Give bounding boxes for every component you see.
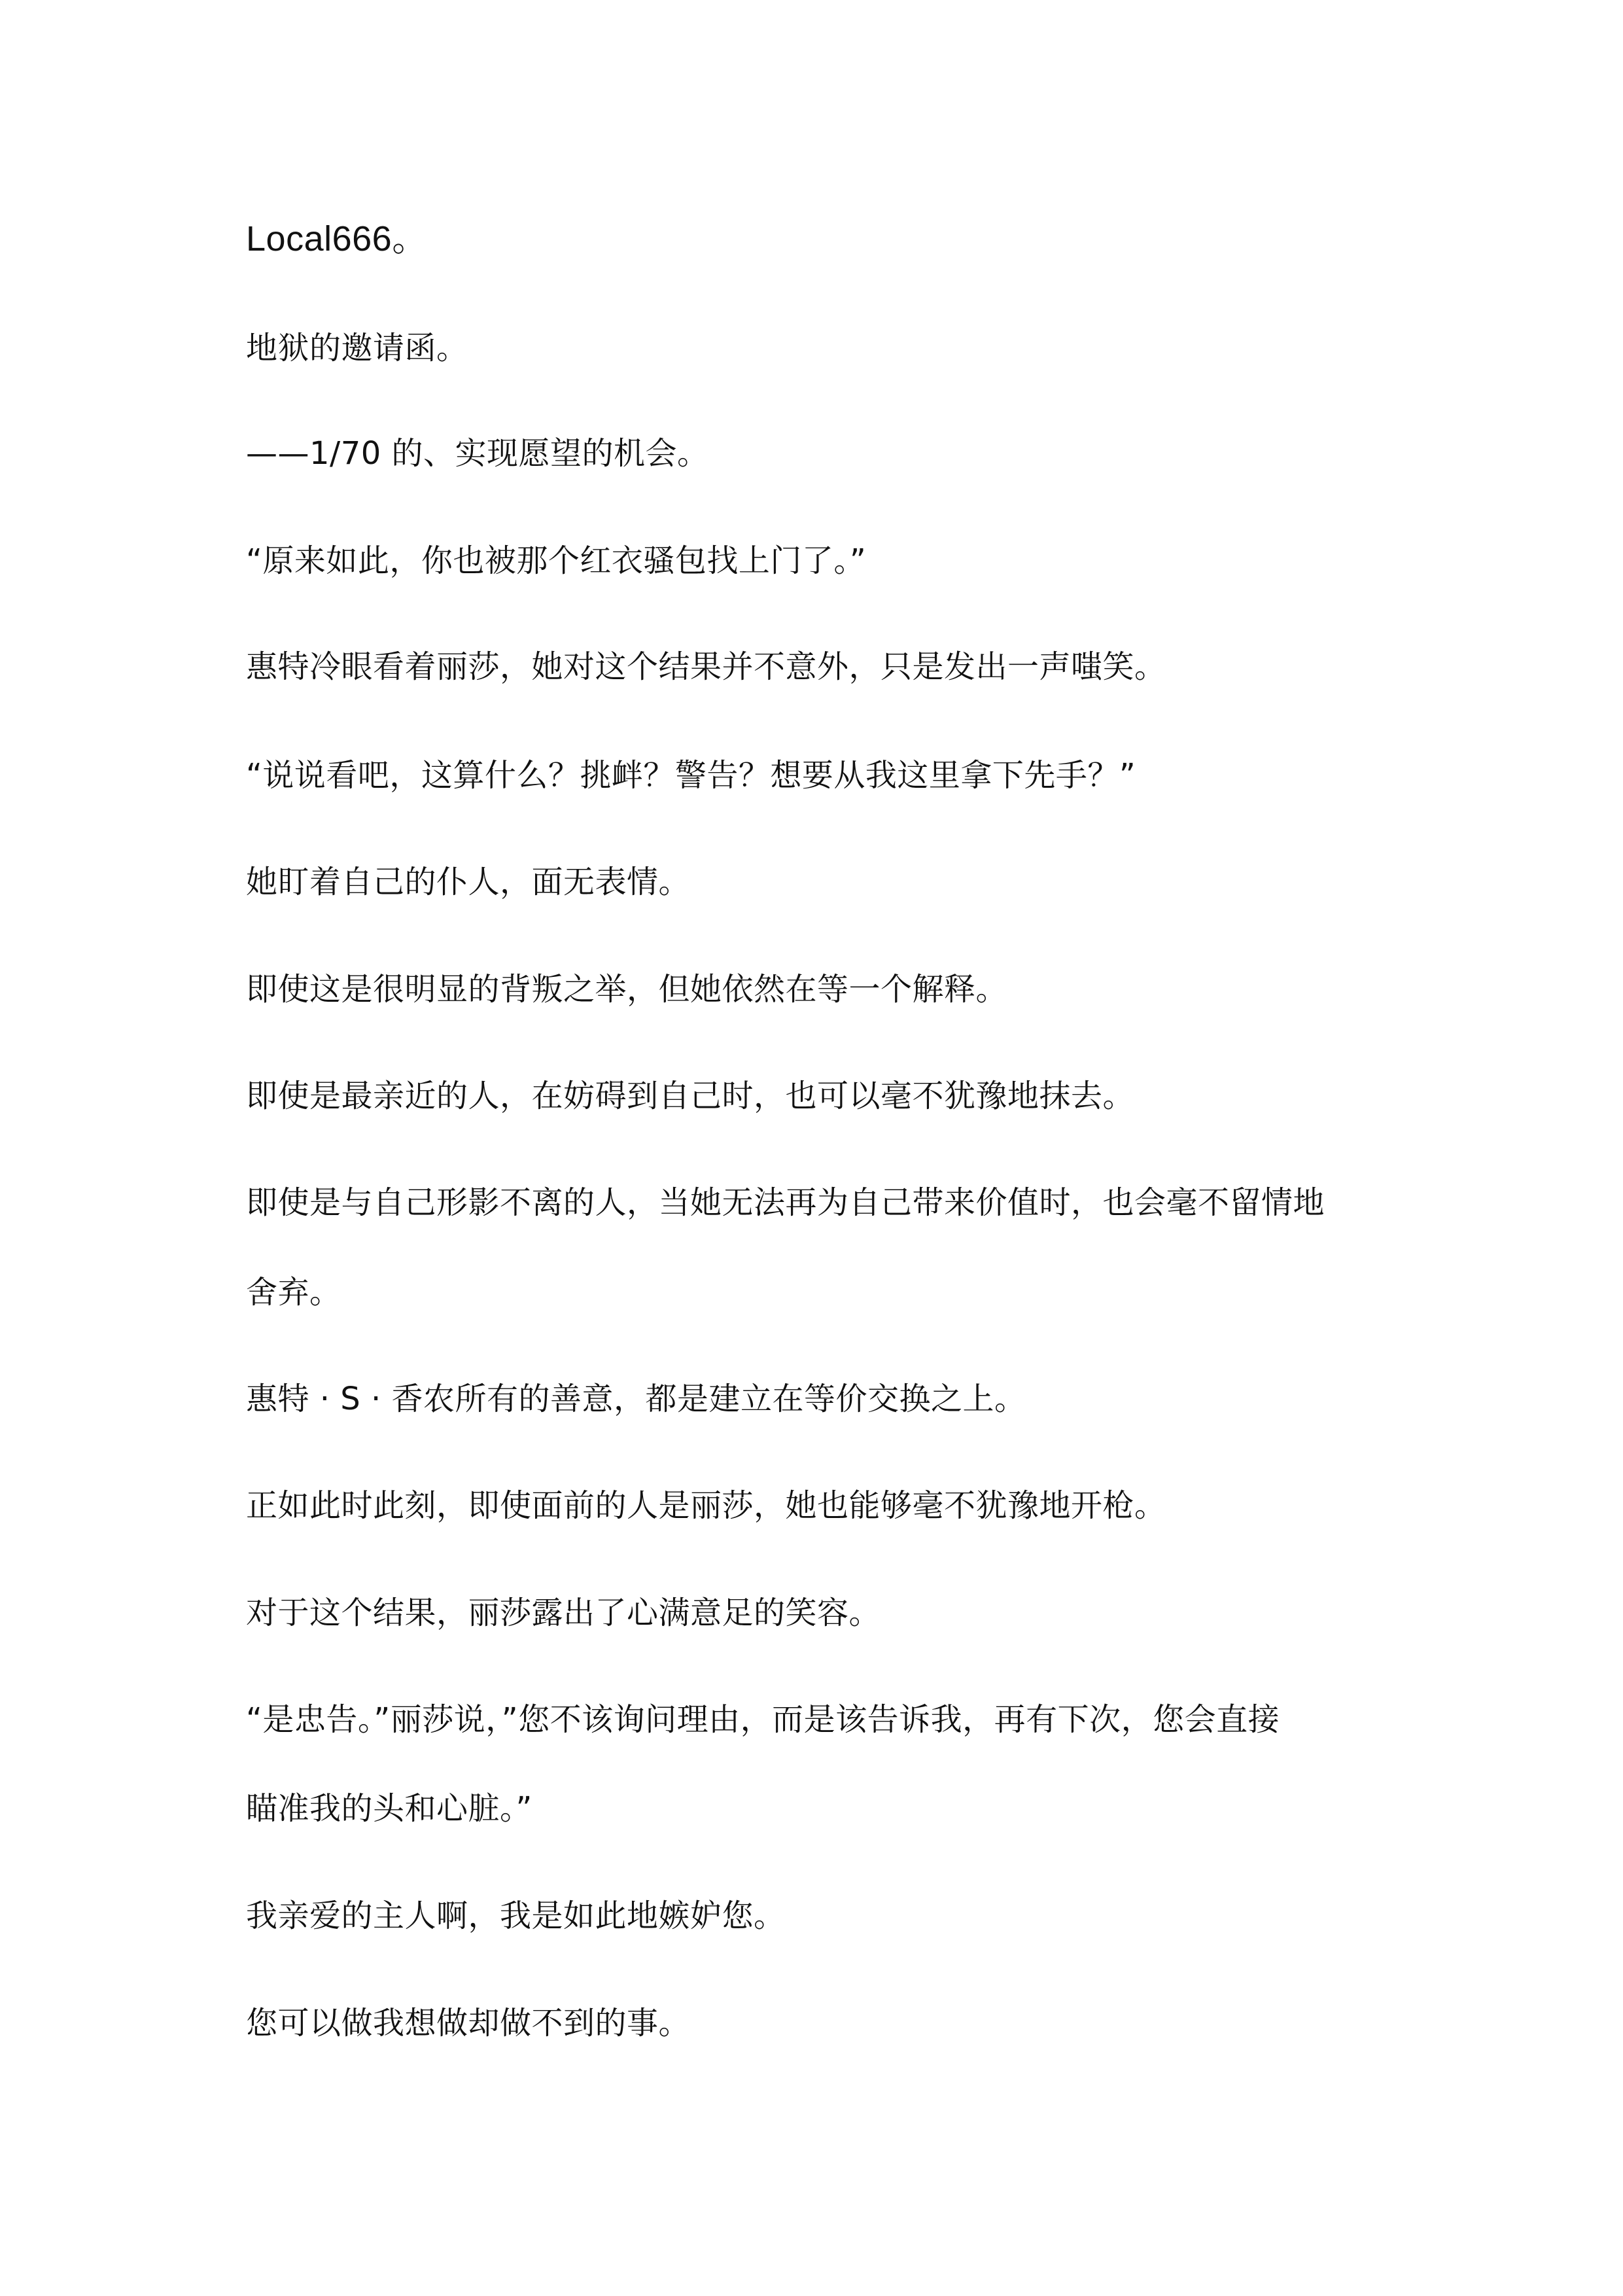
paragraph-4: “原来如此，你也被那个红衣骚包找上门了。” — [246, 542, 867, 579]
paragraph-5: 惠特冷眼看着丽莎，她对这个结果并不意外，只是发出一声嗤笑。 — [246, 648, 1166, 685]
paragraph-9: 即使是最亲近的人，在妨碍到自己时，也可以毫不犹豫地抹去。 — [246, 1078, 1135, 1114]
paragraph-12: 正如此时此刻，即使面前的人是丽莎，她也能够毫不犹豫地开枪。 — [246, 1487, 1166, 1524]
paragraph-1: Local666。 — [246, 219, 428, 258]
paragraph-11: 惠特 · S · 香农所有的善意，都是建立在等价交换之上。 — [246, 1381, 1026, 1417]
paragraph-6: “说说看吧，这算什么？挑衅？警告？想要从我这里拿下先手？” — [246, 757, 1136, 794]
paragraph-3: ——1/70 的、实现愿望的机会。 — [246, 435, 709, 472]
paragraph-13: 对于这个结果，丽莎露出了心满意足的笑容。 — [246, 1595, 881, 1631]
paragraph-10-line-1: 即使是与自己形影不离的人，当她无法再为自己带来价值时，也会毫不留情地 — [246, 1184, 1325, 1221]
paragraph-10-line-2: 舍弃。 — [246, 1274, 341, 1311]
paragraph-7: 她盯着自己的仆人，面无表情。 — [246, 864, 691, 900]
paragraph-14-line-2: 瞄准我的头和心脏。” — [246, 1790, 532, 1827]
paragraph-16: 您可以做我想做却做不到的事。 — [246, 2005, 691, 2041]
paragraph-14-line-1: “是忠告。”丽莎说，”您不该询问理由，而是该告诉我，再有下次，您会直接 — [246, 1701, 1280, 1738]
paragraph-2: 地狱的邀请函。 — [246, 330, 468, 366]
paragraph-15: 我亲爱的主人啊，我是如此地嫉妒您。 — [246, 1898, 786, 1934]
paragraph-8: 即使这是很明显的背叛之举，但她依然在等一个解释。 — [246, 971, 1008, 1008]
